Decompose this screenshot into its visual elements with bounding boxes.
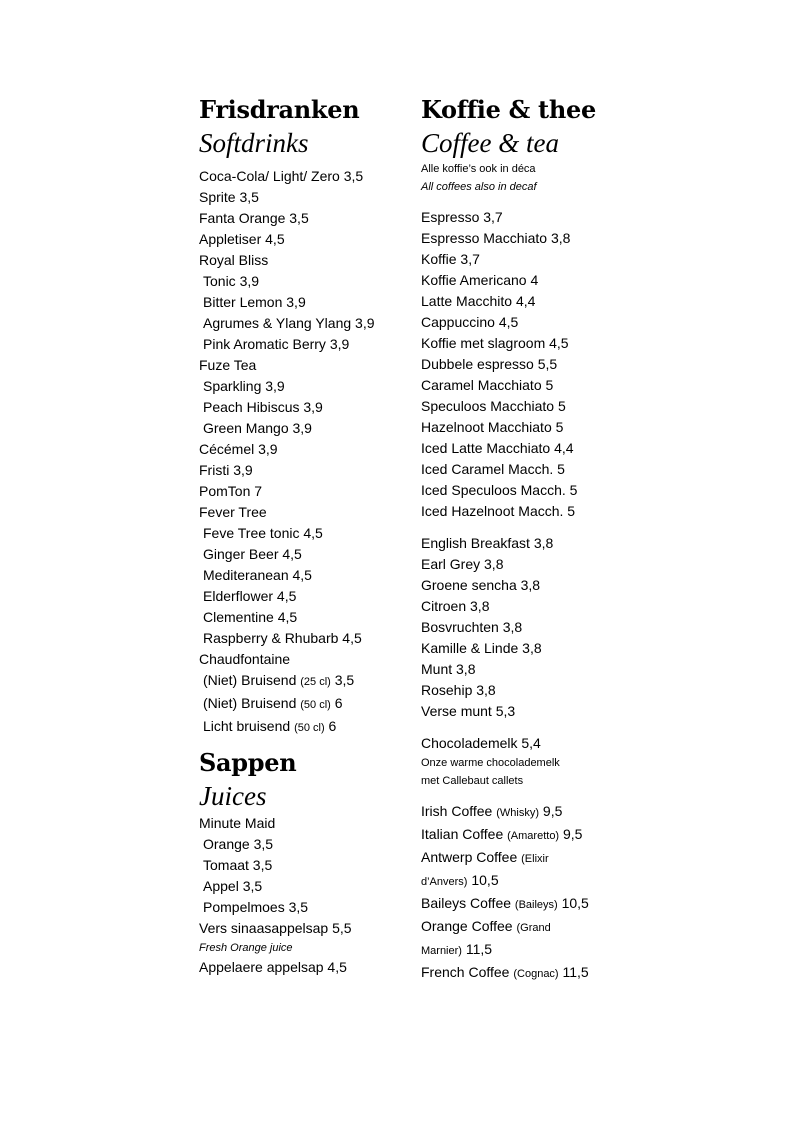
item-price: 11,5 — [461, 941, 493, 957]
menu-item: Hazelnoot Macchiato 5 — [421, 419, 564, 435]
item-detail: (Baileys) — [514, 899, 558, 911]
decaf-note-nl: Alle koffie’s ook in déca — [421, 163, 536, 175]
menu-item — [421, 870, 651, 893]
menu-item: Verse munt 5,3 — [421, 703, 516, 719]
menu-item — [199, 716, 414, 739]
menu-item: Koffie Americano 4 — [421, 272, 539, 288]
menu-item — [199, 313, 414, 334]
menu-item: Cécémel 3,9 — [199, 441, 278, 457]
menu-item — [199, 670, 414, 693]
item-detail: (Amaretto) — [507, 830, 560, 842]
menu-item: Espresso 3,7 — [421, 209, 503, 225]
chocolate-note: Onze warme chocolademelk — [421, 757, 560, 769]
item-detail: (25 cl) — [300, 676, 331, 688]
juices-list — [199, 813, 414, 978]
menu-item: Pink Aromatic Berry 3,9 — [203, 336, 350, 352]
menu-item: Koffie met slagroom 4,5 — [421, 335, 569, 351]
item-detail: d’Anvers) — [421, 876, 468, 888]
menu-item: Latte Macchito 4,4 — [421, 293, 536, 309]
softdrinks-subheading: Softdrinks — [199, 128, 309, 158]
item-price: 10,5 — [467, 872, 499, 888]
menu-item: Espresso Macchiato 3,8 — [421, 230, 571, 246]
menu-item: Fuze Tea — [199, 357, 257, 373]
menu-item: Green Mango 3,9 — [203, 420, 312, 436]
menu-item: Clementine 4,5 — [203, 609, 298, 625]
item-name: (Niet) Bruisend — [203, 695, 301, 711]
menu-item: Earl Grey 3,8 — [421, 556, 504, 572]
tea-list — [421, 533, 651, 722]
menu-item: Iced Hazelnoot Macch. 5 — [421, 503, 576, 519]
item-price: 6 — [324, 718, 337, 734]
menu-item — [421, 801, 651, 824]
item-name: (Niet) Bruisend — [203, 672, 301, 688]
menu-item — [421, 847, 651, 870]
item-name: Baileys Coffee — [421, 895, 515, 911]
softdrinks-list — [199, 166, 414, 739]
menu-item — [421, 939, 651, 962]
item-price: 11,5 — [558, 964, 589, 980]
menu-item: Elderflower 4,5 — [203, 588, 297, 604]
item-name: Orange Coffee — [421, 918, 517, 934]
item-detail: (Whisky) — [496, 807, 540, 819]
menu-item: Iced Speculoos Macch. 5 — [421, 482, 578, 498]
menu-item — [421, 824, 651, 847]
menu-item — [199, 693, 414, 716]
item-detail: (50 cl) — [294, 722, 325, 734]
koffie-heading: Koffie & thee — [421, 95, 596, 124]
item-name: Agrumes & Ylang Ylang — [203, 315, 352, 331]
menu-item: Kamille & Linde 3,8 — [421, 640, 542, 656]
menu-item: Bitter Lemon 3,9 — [203, 294, 306, 310]
item-price: 3,5 — [330, 672, 355, 688]
menu-item: Citroen 3,8 — [421, 598, 490, 614]
menu-item: Sprite 3,5 — [199, 189, 259, 205]
item-detail: (50 cl) — [300, 699, 331, 711]
item-price: 3,9 — [351, 315, 375, 331]
menu-item — [421, 893, 651, 916]
menu-item: Mediteranean 4,5 — [203, 567, 312, 583]
special-coffee-list — [421, 801, 651, 985]
menu-item: English Breakfast 3,8 — [421, 535, 554, 551]
item-price: 10,5 — [557, 895, 589, 911]
menu-item: Coca-Cola/ Light/ Zero 3,5 — [199, 168, 364, 184]
menu-item: Koffie 3,7 — [421, 251, 480, 267]
menu-item: Appel 3,5 — [203, 878, 263, 894]
menu-item: Iced Caramel Macch. 5 — [421, 461, 565, 477]
menu-item: Fristi 3,9 — [199, 462, 253, 478]
item-name: Antwerp Coffee — [421, 849, 522, 865]
item-note: Fresh Orange juice — [199, 942, 293, 954]
menu-item: Fever Tree — [199, 504, 267, 520]
menu-item: Feve Tree tonic 4,5 — [203, 525, 323, 541]
item-name: French Coffee — [421, 964, 514, 980]
menu-item: Rosehip 3,8 — [421, 682, 496, 698]
item-detail: (Cognac) — [513, 968, 559, 980]
menu-item: Tonic 3,9 — [203, 273, 260, 289]
menu-item: Groene sencha 3,8 — [421, 577, 541, 593]
menu-item: Tomaat 3,5 — [203, 857, 273, 873]
item-detail: (Grand — [516, 922, 551, 934]
menu-item: Iced Latte Macchiato 4,4 — [421, 440, 574, 456]
menu-item: Chocolademelk 5,4 — [421, 735, 541, 751]
menu-item: Sparkling 3,9 — [203, 378, 285, 394]
decaf-note-en: All coffees also in decaf — [421, 181, 537, 193]
menu-item — [421, 916, 651, 939]
menu-item: Caramel Macchiato 5 — [421, 377, 554, 393]
sappen-heading: Sappen — [199, 748, 297, 777]
item-name: Italian Coffee — [421, 826, 508, 842]
menu-item: Bosvruchten 3,8 — [421, 619, 523, 635]
menu-item: Ginger Beer 4,5 — [203, 546, 302, 562]
item-detail: Marnier) — [421, 945, 462, 957]
menu-item: Vers sinaasappelsap 5,5 — [199, 920, 352, 936]
right-column — [421, 94, 651, 985]
juices-subheading: Juices — [199, 781, 267, 811]
menu-item: Raspberry & Rhubarb 4,5 — [203, 630, 362, 646]
menu-item: Munt 3,8 — [421, 661, 476, 677]
menu-item: Chaudfontaine — [199, 651, 291, 667]
menu-item: Appelaere appelsap 4,5 — [199, 959, 347, 975]
menu-item: Royal Bliss — [199, 252, 269, 268]
menu-item: Appletiser 4,5 — [199, 231, 285, 247]
menu-item: Fanta Orange 3,5 — [199, 210, 309, 226]
chocolate-note: met Callebaut callets — [421, 775, 524, 787]
coffee-list — [421, 207, 651, 522]
item-detail: (Elixir — [521, 853, 549, 865]
menu-item: Speculoos Macchiato 5 — [421, 398, 566, 414]
menu-item: Dubbele espresso 5,5 — [421, 356, 558, 372]
item-price: 6 — [330, 695, 343, 711]
menu-item — [421, 962, 651, 985]
menu-item: Minute Maid — [199, 815, 276, 831]
coffee-tea-subheading: Coffee & tea — [421, 128, 559, 158]
chocolate-list — [421, 733, 651, 754]
left-column — [199, 94, 414, 978]
item-price: 9,5 — [559, 826, 583, 842]
menu-item: PomTon 7 — [199, 483, 263, 499]
frisdranken-heading: Frisdranken — [199, 95, 360, 124]
item-price: 9,5 — [539, 803, 563, 819]
item-name: Irish Coffee — [421, 803, 497, 819]
menu-item: Peach Hibiscus 3,9 — [203, 399, 323, 415]
menu-item: Cappuccino 4,5 — [421, 314, 519, 330]
menu-item: Pompelmoes 3,5 — [203, 899, 309, 915]
menu-item: Orange 3,5 — [203, 836, 274, 852]
item-name: Licht bruisend — [203, 718, 295, 734]
